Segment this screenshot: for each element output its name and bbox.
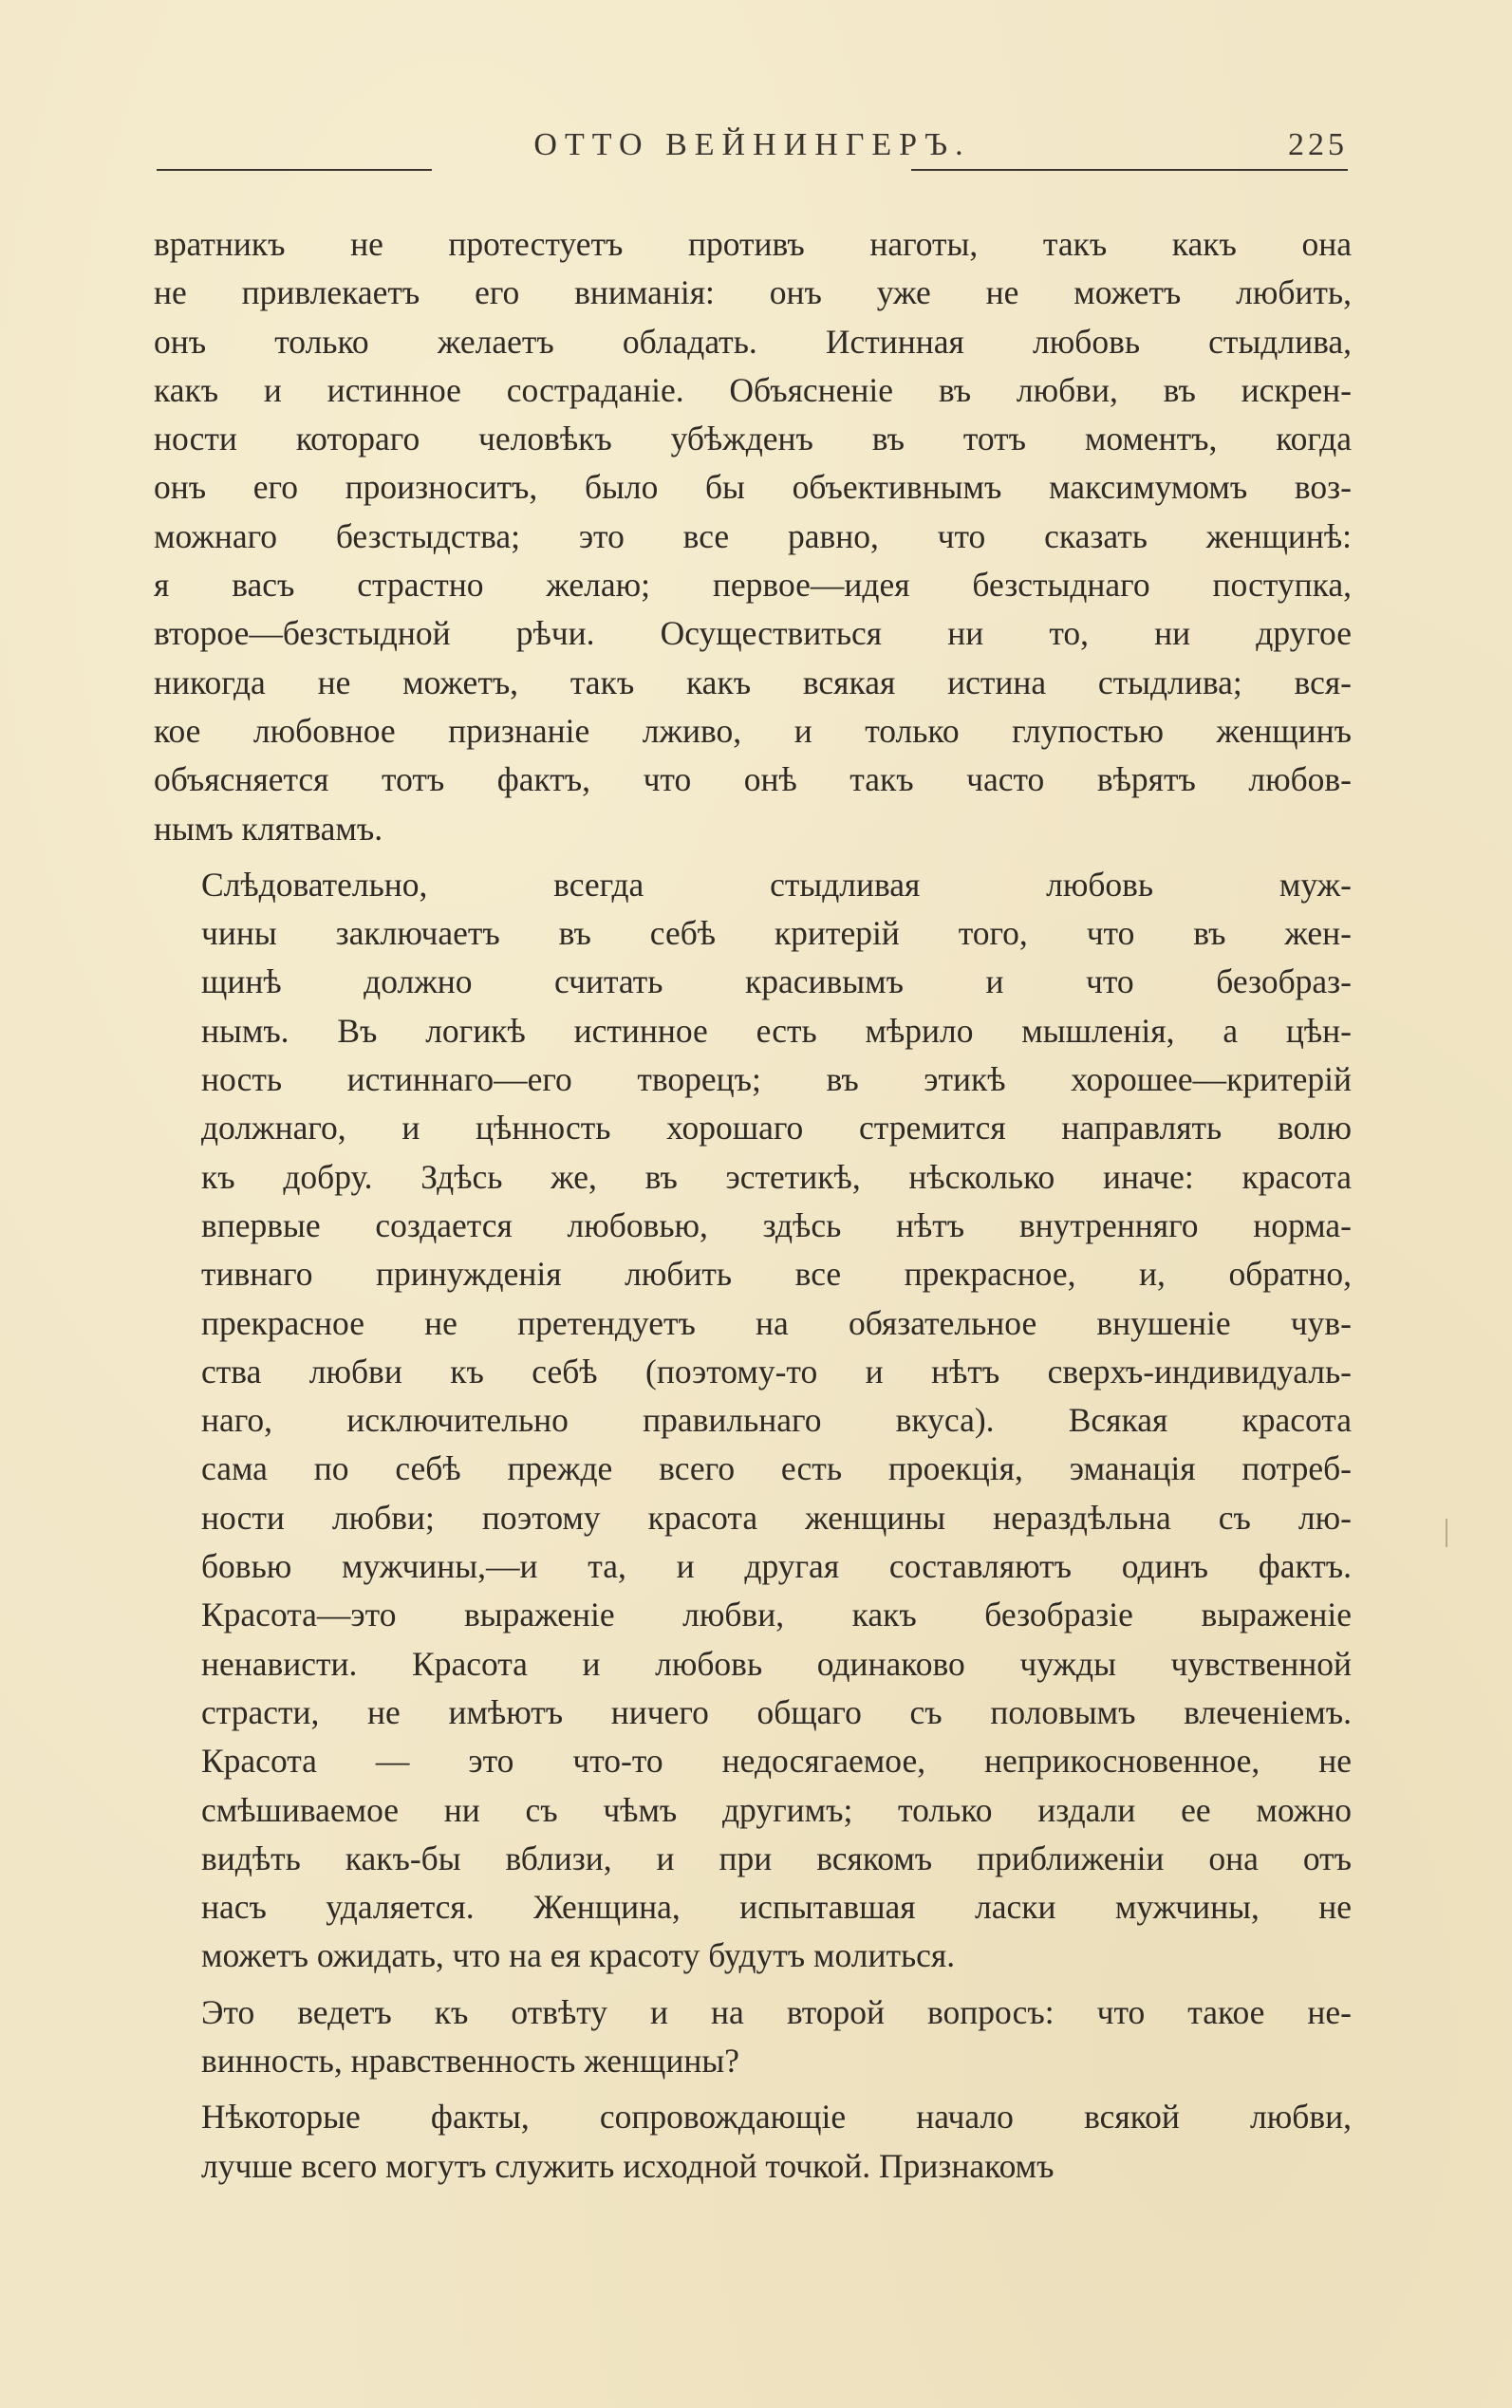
text-line: Нѣкоторые факты, сопровождающіе начало всякой любви, — [201, 2098, 1352, 2137]
text-line: онъ его произноситъ, было бы объективнымъ максимумомъ воз- — [154, 468, 1352, 507]
text-line: винность, нравственность женщины? — [201, 2041, 739, 2080]
text-line: ства любви къ себѣ (поэтому-то и нѣтъ сверхъ-индивидуаль- — [201, 1352, 1352, 1391]
text-line: не привлекаетъ его вниманія: онъ уже не можетъ любить, — [154, 273, 1352, 312]
text-line: вратникъ не протестуетъ противъ наготы, такъ какъ она — [154, 225, 1352, 263]
text-line: наго, исключительно правильнаго вкуса). Всякая красота — [201, 1401, 1352, 1440]
text-line: ности любви; поэтому красота женщины нераздѣльна съ лю- — [201, 1498, 1352, 1537]
text-line: Слѣдовательно, всегда стыдливая любовь муж- — [201, 865, 1352, 904]
text-line: ность истиннаго—его творецъ; въ этикѣ хорошее—критерій — [201, 1060, 1352, 1099]
text-line: бовью мужчины,—и та, и другая составляютъ одинъ фактъ. — [201, 1547, 1352, 1586]
text-line: ненависти. Красота и любовь одинаково чужды чувственной — [201, 1644, 1352, 1683]
page-number: 225 — [1288, 127, 1348, 162]
text-line: чины заключаетъ въ себѣ критерій того, что въ жен- — [201, 914, 1352, 953]
text-line: можетъ ожидать, что на ея красоту будутъ молиться. — [201, 1936, 956, 1975]
text-line: тивнаго принужденія любить все прекрасное, и, обратно, — [201, 1255, 1352, 1294]
text-line: онъ только желаетъ обладать. Истинная любовь стыдлива, — [154, 322, 1352, 361]
text-line: видѣть какъ-бы вблизи, и при всякомъ приближеніи она отъ — [201, 1839, 1352, 1877]
text-line: второе—безстыдной рѣчи. Осуществиться ни то, ни другое — [154, 614, 1352, 653]
text-line: можнаго безстыдства; это все равно, что сказать женщинѣ: — [154, 516, 1352, 555]
paragraph — [154, 1988, 1352, 2086]
text-line: нымъ клятвамъ. — [154, 809, 383, 848]
text-line: къ добру. Здѣсь же, въ эстетикѣ, нѣсколько иначе: красота — [201, 1157, 1352, 1196]
text-line: ности котораго человѣкъ убѣжденъ въ тотъ моментъ, когда — [154, 420, 1352, 458]
header-rule-left — [157, 169, 432, 171]
text-line: насъ удаляется. Женщина, испытавшая ласки мужчины, не — [201, 1888, 1352, 1927]
text-line: какъ и истинное состраданіе. Объясненіе въ любви, въ искрен- — [154, 370, 1352, 409]
paragraph — [154, 2093, 1352, 2191]
text-line: Это ведетъ къ отвѣту и на второй вопросъ: что такое не- — [201, 1992, 1352, 2031]
text-line: кое любовное признаніе лживо, и только глупостью женщинъ — [154, 711, 1352, 750]
header-rule-right — [911, 169, 1348, 171]
text-line: смѣшиваемое ни съ чѣмъ другимъ; только издали ее можно — [201, 1790, 1352, 1829]
text-line: Красота — это что-то недосягаемое, неприкосновенное, не — [201, 1742, 1352, 1781]
running-head-title: ОТТО ВЕЙНИНГЕРЪ. — [533, 127, 971, 162]
text-line: Красота—это выраженіе любви, какъ безобразіе выраженіе — [201, 1596, 1352, 1634]
text-line: щинѣ должно считать красивымъ и что безобраз- — [201, 962, 1352, 1001]
text-line: я васъ страстно желаю; первое—идея безстыднаго поступка, — [154, 566, 1352, 605]
paragraph — [154, 220, 1352, 853]
text-line: объясняется тотъ фактъ, что онѣ такъ часто вѣрятъ любов- — [154, 760, 1352, 799]
body-text — [154, 220, 1352, 2198]
running-head — [157, 121, 1348, 178]
text-line: прекрасное не претендуетъ на обязательное внушеніе чув- — [201, 1303, 1352, 1342]
margin-mark — [1446, 1519, 1447, 1547]
text-line: страсти, не имѣютъ ничего общаго съ половымъ влеченіемъ. — [201, 1692, 1352, 1731]
text-line: сама по себѣ прежде всего есть проекція, эманація потреб- — [201, 1449, 1352, 1488]
text-line: впервые создается любовью, здѣсь нѣтъ внутренняго норма- — [201, 1205, 1352, 1244]
paragraph — [154, 861, 1352, 1981]
text-line: никогда не можетъ, такъ какъ всякая истина стыдлива; вся- — [154, 663, 1352, 701]
text-line: должнаго, и цѣнность хорошаго стремится направлять волю — [201, 1109, 1352, 1148]
text-line: нымъ. Въ логикѣ истинное есть мѣрило мышленія, а цѣн- — [201, 1011, 1352, 1050]
text-line: лучше всего могутъ служить исходной точкой. Признакомъ — [201, 2146, 1055, 2185]
